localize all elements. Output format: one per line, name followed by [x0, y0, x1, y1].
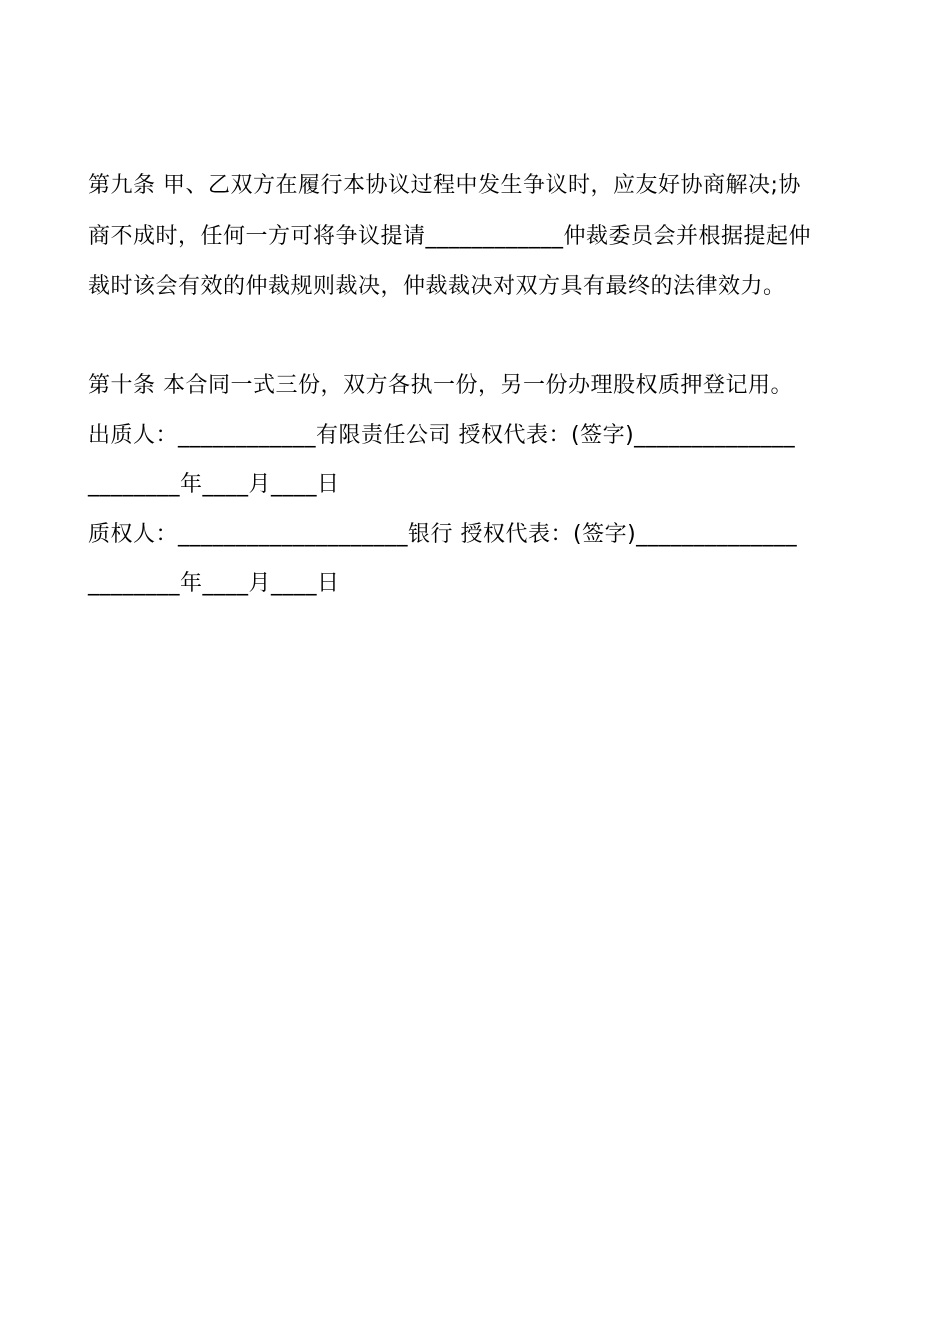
article-9-line-1: 第九条 甲、乙双方在履行本协议过程中发生争议时，应友好协商解决;协 — [88, 173, 801, 198]
article-9-line-3: 裁时该会有效的仲裁规则裁决，仲裁裁决对双方具有最终的法律效力。 — [88, 274, 786, 299]
pledgee-signature-line: 质权人：____________________银行 授权代表：(签字)______________ — [88, 522, 798, 547]
pledgor-signature-line: 出质人：____________有限责任公司 授权代表：(签字)______________ — [88, 423, 796, 448]
article-10-line-1: 第十条 本合同一式三份，双方各执一份，另一份办理股权质押登记用。 — [88, 373, 793, 398]
pledgor-date-line: ________年____月____日 — [88, 472, 340, 497]
article-9-line-2: 商不成时，任何一方可将争议提请____________仲裁委员会并根据提起仲 — [88, 224, 812, 249]
pledgee-date-line: ________年____月____日 — [88, 571, 340, 596]
